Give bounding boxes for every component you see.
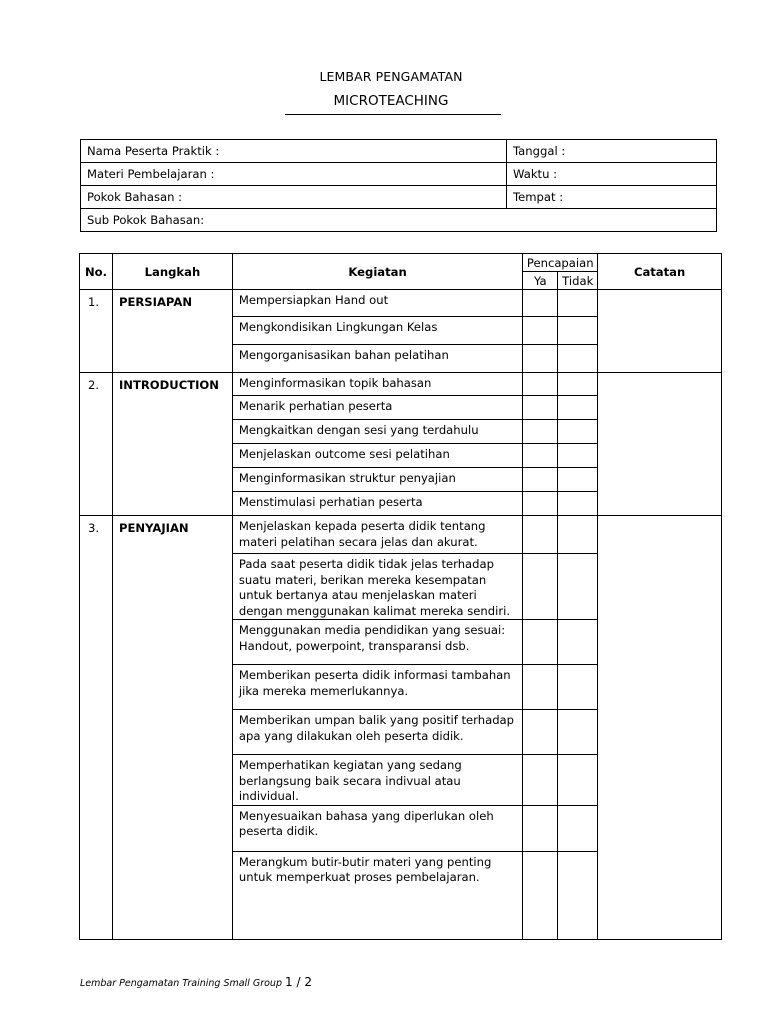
no-checkbox-cell[interactable]	[558, 492, 598, 516]
activity-cell: Menyesuaikan bahasa yang diperlukan oleh peserta didik.	[232, 805, 522, 851]
participant-info-table	[80, 139, 717, 232]
activity-cell: Mengkondisikan Lingkungan Kelas	[232, 317, 522, 345]
footer-text: Lembar Pengamatan Training Small Group	[80, 978, 282, 989]
form-subtitle: MICROTEACHING	[333, 93, 449, 109]
section-step: PERSIAPAN	[112, 290, 232, 373]
section-step: PENYAJIAN	[112, 516, 232, 940]
header-no-answer: Tidak	[558, 272, 598, 290]
section-number: 2.	[80, 373, 113, 516]
no-checkbox-cell[interactable]	[558, 665, 598, 710]
no-checkbox-cell[interactable]	[558, 345, 598, 373]
section-number: 1.	[80, 290, 113, 373]
observation-table	[79, 253, 722, 940]
no-checkbox-cell[interactable]	[558, 710, 598, 755]
no-checkbox-cell[interactable]	[558, 396, 598, 420]
yes-checkbox-cell[interactable]	[523, 444, 558, 468]
no-checkbox-cell[interactable]	[558, 620, 598, 665]
yes-checkbox-cell[interactable]	[523, 290, 558, 317]
no-checkbox-cell[interactable]	[558, 851, 598, 939]
notes-cell[interactable]	[598, 290, 722, 373]
info-row	[81, 209, 717, 232]
activity-cell: Merangkum butir-butir materi yang penting untuk memperkuat proses pembelajaran.	[232, 851, 522, 939]
no-checkbox-cell[interactable]	[558, 420, 598, 444]
table-row	[80, 516, 722, 554]
info-row	[81, 186, 717, 209]
yes-checkbox-cell[interactable]	[523, 620, 558, 665]
time-field[interactable]: Waktu :	[507, 163, 717, 186]
header-step: Langkah	[112, 254, 232, 290]
no-checkbox-cell[interactable]	[558, 317, 598, 345]
activity-cell: Menjelaskan kepada peserta didik tentang materi pelatihan secara jelas dan akurat.	[232, 516, 522, 554]
no-checkbox-cell[interactable]	[558, 373, 598, 396]
subtopic-field[interactable]: Sub Pokok Bahasan:	[81, 209, 717, 232]
activity-cell: Menstimulasi perhatian peserta	[232, 492, 522, 516]
header-no: No.	[80, 254, 113, 290]
yes-checkbox-cell[interactable]	[523, 345, 558, 373]
activity-cell: Mengkaitkan dengan sesi yang terdahulu	[232, 420, 522, 444]
table-row	[80, 290, 722, 317]
section-number: 3.	[80, 516, 113, 940]
no-checkbox-cell[interactable]	[558, 805, 598, 851]
yes-checkbox-cell[interactable]	[523, 492, 558, 516]
date-field[interactable]: Tanggal :	[507, 140, 717, 163]
activity-cell: Menggunakan media pendidikan yang sesuai: Handout, powerpoint, transparansi dsb.	[232, 620, 522, 665]
activity-cell: Pada saat peserta didik tidak jelas terhadap suatu materi, berikan mereka kesempatan untuk bertanya atau menjelaskan materi dengan menggunakan kalimat mereka sendiri.	[232, 554, 522, 620]
header-achievement: Pencapaian	[523, 254, 598, 272]
no-checkbox-cell[interactable]	[558, 468, 598, 492]
yes-checkbox-cell[interactable]	[523, 710, 558, 755]
no-checkbox-cell[interactable]	[558, 554, 598, 620]
activity-cell: Menarik perhatian peserta	[232, 396, 522, 420]
section-step: INTRODUCTION	[112, 373, 232, 516]
page-footer	[80, 975, 312, 989]
form-title: LEMBAR PENGAMATAN	[319, 69, 463, 84]
activity-cell: Menginformasikan struktur penyajian	[232, 468, 522, 492]
yes-checkbox-cell[interactable]	[523, 554, 558, 620]
no-checkbox-cell[interactable]	[558, 755, 598, 806]
activity-cell: Memberikan umpan balik yang positif terhadap apa yang dilakukan oleh peserta didik.	[232, 710, 522, 755]
place-field[interactable]: Tempat :	[507, 186, 717, 209]
activity-cell: Menjelaskan outcome sesi pelatihan	[232, 444, 522, 468]
title-underline	[285, 114, 501, 115]
activity-cell: Memberikan peserta didik informasi tambahan jika mereka memerlukannya.	[232, 665, 522, 710]
info-row	[81, 163, 717, 186]
yes-checkbox-cell[interactable]	[523, 420, 558, 444]
notes-cell[interactable]	[598, 373, 722, 516]
no-checkbox-cell[interactable]	[558, 444, 598, 468]
header-notes: Catatan	[598, 254, 722, 290]
yes-checkbox-cell[interactable]	[523, 317, 558, 345]
yes-checkbox-cell[interactable]	[523, 468, 558, 492]
activity-cell: Mengorganisasikan bahan pelatihan	[232, 345, 522, 373]
yes-checkbox-cell[interactable]	[523, 851, 558, 939]
yes-checkbox-cell[interactable]	[523, 665, 558, 710]
no-checkbox-cell[interactable]	[558, 290, 598, 317]
notes-cell[interactable]	[598, 516, 722, 940]
activity-cell: Mempersiapkan Hand out	[232, 290, 522, 317]
material-field[interactable]: Materi Pembelajaran :	[81, 163, 507, 186]
yes-checkbox-cell[interactable]	[523, 805, 558, 851]
table-row	[80, 373, 722, 396]
yes-checkbox-cell[interactable]	[523, 516, 558, 554]
header-activity: Kegiatan	[232, 254, 522, 290]
activity-cell: Memperhatikan kegiatan yang sedang berlangsung baik secara indivual atau individual.	[232, 755, 522, 806]
participant-name-field[interactable]: Nama Peserta Praktik :	[81, 140, 507, 163]
topic-field[interactable]: Pokok Bahasan :	[81, 186, 507, 209]
yes-checkbox-cell[interactable]	[523, 373, 558, 396]
page-number: 1 / 2	[285, 975, 312, 989]
info-row	[81, 140, 717, 163]
yes-checkbox-cell[interactable]	[523, 396, 558, 420]
header-yes: Ya	[523, 272, 558, 290]
no-checkbox-cell[interactable]	[558, 516, 598, 554]
activity-cell: Menginformasikan topik bahasan	[232, 373, 522, 396]
yes-checkbox-cell[interactable]	[523, 755, 558, 806]
